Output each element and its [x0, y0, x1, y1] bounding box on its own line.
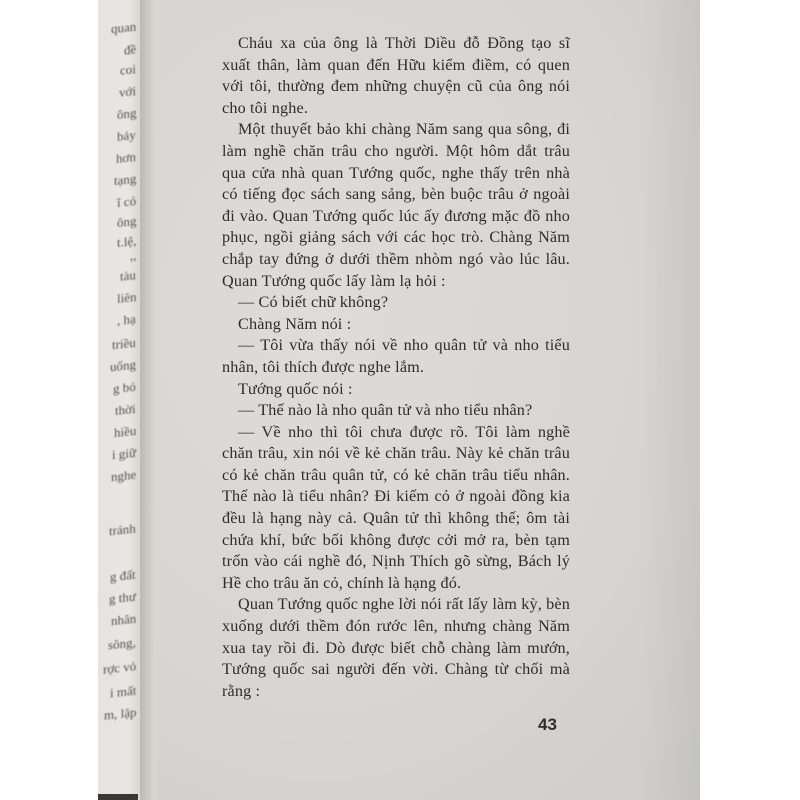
book-bottom-edge — [98, 794, 138, 800]
paragraph: Chàng Năm nói : — [238, 314, 352, 333]
dialogue-line: — Có biết chữ không? — [238, 293, 389, 312]
left-page-text-fragment: sông, — [108, 634, 136, 653]
paragraph: Một thuyết bảo khi chàng Năm sang qua sông, đi làm nghề chăn trâu cho người. Một hôm dắt trâu qua cửa nhà quan Tướng quốc, nghe thấy trên nhà có tiếng đọc sách sang sảng, bèn buộc trâu ở ngoài đi vào. Quan Tướng quốc lúc ấy đương mặc đồ nho phục, ngồi giảng sách với các học trò. Chàng Năm chắp tay đứng ở dưới thềm nhòm ngó vào lúc lâu. Quan Tướng quốc lấy làm lạ hỏi : — [222, 120, 570, 290]
book-photo — [98, 0, 700, 800]
right-page — [156, 0, 700, 800]
left-page-text-fragment: g thư — [109, 588, 136, 607]
left-page-text-fragment: thời — [115, 400, 136, 419]
paragraph: Cháu xa của ông là Thời Diều đỗ Đồng tạo sĩ xuất thân, làm quan đến Hữu kiểm điềm, có quen với tôi, thường đem những chuyện cũ của ông nói cho tôi nghe. — [222, 34, 570, 117]
left-page-text-fragment: tạng — [113, 170, 136, 189]
book-gutter-shadow — [140, 0, 156, 800]
left-page-text-fragment: rợc vỏ — [102, 658, 136, 677]
left-page-text-fragment: m, lập — [103, 704, 136, 723]
left-page-text-fragment: triều — [112, 334, 136, 353]
left-page-text-fragment: hơn — [116, 148, 136, 167]
paragraph: Quan Tướng quốc nghe lời nói rất lấy làm kỳ, bèn xuống dưới thềm đón rước lên, nhưng chàng Năm xua tay rồi đi. Dò được biết chỗ chàng làm mướn, Tướng quốc sai người đến vời. Chàng từ chối mà rằng : — [222, 595, 570, 700]
left-page-text-fragment: tàu — [120, 267, 136, 284]
left-page-text-fragment: i giữ — [111, 444, 136, 463]
left-page-text-fragment: ông — [116, 212, 136, 231]
left-page-text-fragment: ,, — [129, 247, 136, 264]
left-page-text-fragment: coi — [120, 61, 136, 78]
left-page-text-fragment: quan — [110, 18, 136, 37]
left-page-sliver — [98, 0, 140, 800]
left-page-text-fragment: ông — [116, 104, 136, 123]
page-number: 43 — [538, 715, 557, 734]
left-page-text-fragment: i mất — [109, 682, 136, 701]
left-page-text-fragment: hiều — [113, 422, 136, 441]
left-page-text-fragment: , hạ — [117, 311, 136, 328]
dialogue-line: — Thế nào là nho quân tử và nho tiểu nhân? — [238, 401, 533, 420]
paragraph: Tướng quốc nói : — [238, 379, 353, 398]
dialogue-line: — Tôi vừa thấy nói về nho quân tử và nho tiểu nhân, tôi thích được nghe lắm. — [222, 336, 570, 376]
dialogue-line: — Về nho thì tôi chưa được rõ. Tôi làm nghề chăn trâu, xin nói về kẻ chăn trâu. Này kẻ chăn trâu có kẻ chăn trâu quân tử, có kẻ chăn trâu tiểu nhân. Thế nào là tiểu nhân? Đi kiếm cỏ ở ngoài đồng kia đều là hạng này cả. Quân tử thì không thế; ôm tài chứa khí, bức bối không được cởi mở ra, bèn tạm trốn vào cái nghề đó, Nịnh Thích gõ sừng, Bách lý Hề cho trâu ăn cỏ, chính là hạng đó. — [222, 422, 570, 592]
left-page-text-fragment: uống — [110, 356, 136, 375]
left-page-text-fragment: với — [119, 83, 136, 100]
left-page-text-fragment: g bỏ — [113, 378, 136, 397]
page-body-text — [222, 33, 570, 702]
left-page-text-fragment: t.lệ, — [116, 232, 136, 251]
left-page-text-fragment: tránh — [109, 520, 136, 539]
left-page-text-fragment: ĩ có — [116, 192, 136, 211]
left-page-text-fragment: đề — [123, 41, 136, 58]
left-page-text-fragment: bảy — [117, 127, 136, 144]
left-page-text-fragment: liên — [116, 288, 136, 307]
left-page-text-fragment: nhân — [110, 610, 136, 629]
left-page-text-fragment: g đất — [110, 566, 136, 585]
left-page-text-fragment: nghe — [110, 466, 136, 485]
